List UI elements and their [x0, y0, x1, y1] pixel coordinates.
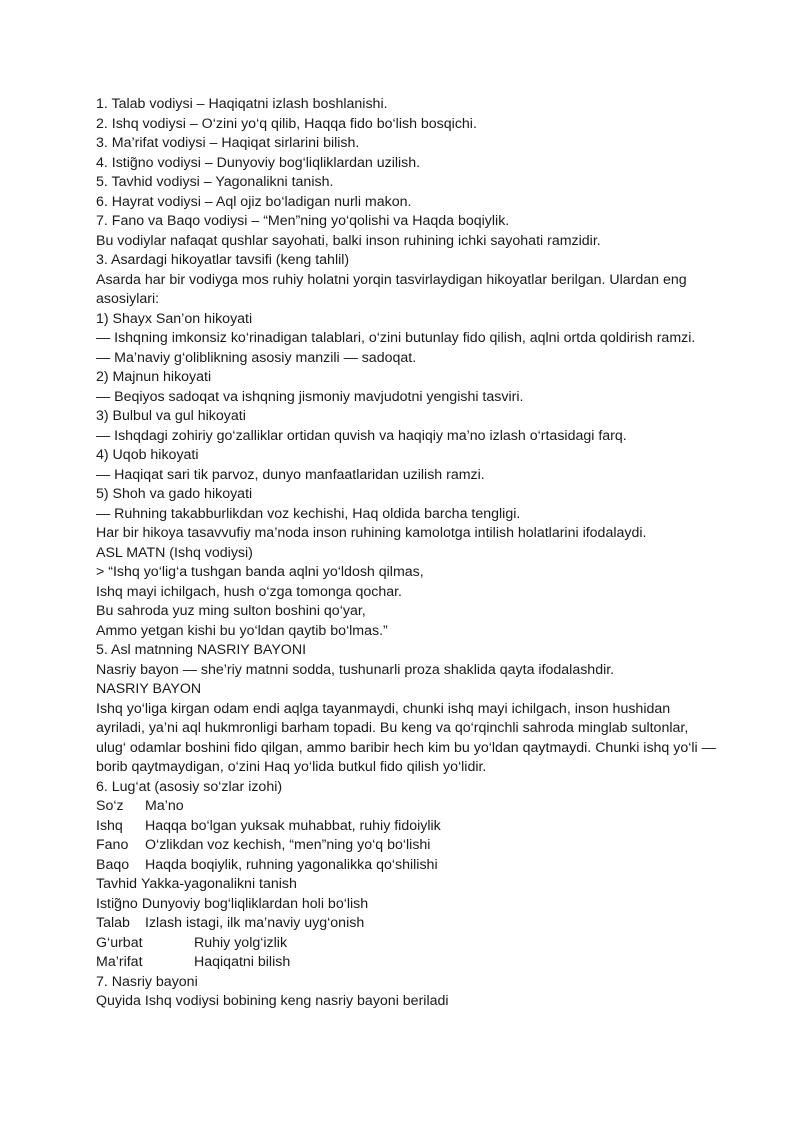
paragraph: Ishq yo‘liga kirgan odam endi aqlga tayanmaydi, chunki ishq mayi ichilgach, inson hushidan ayriladi, ya’ni aql hukmronligi barham topadi. Bu keng va qo‘rqinchli sahroda minglab sultonlar, ulug‘ odamlar boshini fido qilgan, ammo baribir hech kim bu yo‘ldan qaytmaydi. Chunki ishq yo‘li — borib qaytmaydigan, o‘zini Haq yo‘lida butkul fido qilish yo‘lidir. — [96, 700, 716, 775]
paragraph: Asarda har bir vodiyga mos ruhiy holatni yorqin tasvirlaydigan hikoyatlar berilgan. Ulardan eng asosiylari: — [96, 271, 687, 307]
table-row — [96, 895, 716, 915]
glossary-meaning: Izlash istagi, ilk ma’naviy uyg‘onish — [145, 915, 365, 931]
valleys-list — [96, 95, 716, 232]
list-item: 5. Tavhid vodiysi – Yagonalikni tanish. — [96, 174, 334, 190]
verse-line: Bu sahroda yuz ming sulton boshini qo‘yar, — [96, 603, 366, 619]
glossary-meaning: Haqda boqiylik, ruhning yagonalikka qo‘shilishi — [145, 856, 438, 873]
table-row — [96, 875, 716, 895]
subheading: NASRIY BAYON — [96, 681, 202, 697]
story-line: — Ruhning takabburlikdan voz kechishi, Haq oldida barcha tengligi. — [96, 505, 521, 522]
list-item: 7. Fano va Baqo vodiysi – “Men”ning yo‘qolishi va Haqda boqiylik. — [96, 213, 510, 229]
glossary-word: Baqo — [96, 856, 130, 873]
story-line: — Beqiyos sadoqat va ishqning jismoniy mavjudotni yengishi tasviri. — [96, 388, 524, 405]
glossary-word: Istig̃no — [96, 895, 138, 912]
section-heading: ASL MATN (Ishq vodiysi) — [96, 544, 253, 561]
story — [96, 310, 716, 369]
story-line: — Ishqdagi zohiriy go‘zalliklar ortidan quvish va haqiqiy ma’no izlash o‘rtasidagi farq. — [96, 427, 627, 444]
paragraph: Quyida Ishq vodiysi bobining keng nasriy bayoni beriladi — [96, 993, 449, 1009]
list-item: 2. Ishq vodiysi – O‘zini yo‘q qilib, Haqqa fido bo‘lish bosqichi. — [96, 115, 477, 132]
story-title: 3) Bulbul va gul hikoyati — [96, 408, 246, 424]
valleys-note: Bu vodiylar nafaqat qushlar sayohati, balki inson ruhining ichki sayohati ramzidir. — [96, 232, 601, 249]
story — [96, 446, 716, 485]
glossary-meaning: Haqiqatni bilish — [194, 954, 291, 970]
verse-line: Ammo yetgan kishi bu yo‘ldan qaytib bo‘lmas.” — [96, 622, 388, 639]
story-title: 1) Shayx San’on hikoyati — [96, 310, 253, 327]
story-line: — Haqiqat sari tik parvoz, dunyo manfaatlaridan uzilish ramzi. — [96, 466, 485, 483]
list-item: 6. Hayrat vodiysi – Aql ojiz bo‘ladigan nurli makon. — [96, 193, 412, 210]
glossary-word: Talab — [96, 915, 130, 931]
verse-line: > “Ishq yo‘lig‘a tushgan banda aqlni yo‘ldosh qilmas, — [96, 564, 424, 580]
table-row — [96, 914, 716, 934]
section-heading: 7. Nasriy bayoni — [96, 973, 198, 990]
section-heading: 6. Lug‘at (asosiy so‘zlar izohi) — [96, 778, 283, 795]
story-title: 2) Majnun hikoyati — [96, 369, 212, 385]
verse-line: Ishq mayi ichilgach, hush o‘zga tomonga qochar. — [96, 583, 403, 600]
glossary-word: Tavhid — [96, 876, 138, 892]
glossary-meaning: Haqqa bo‘lgan yuksak muhabbat, ruhiy fidoiylik — [145, 817, 441, 834]
story — [96, 485, 716, 524]
table-row — [96, 856, 716, 876]
glossary-meaning: Ruhiy yolg‘izlik — [194, 934, 288, 951]
list-item: 4. Istig̃no vodiysi – Dunyoviy bog‘liqliklardan uzilish. — [96, 154, 421, 171]
glossary-word: G‘urbat — [96, 934, 143, 951]
story-line: — Ma’naviy g‘oliblikning asosiy manzili — sadoqat. — [96, 349, 417, 366]
verse-block — [96, 563, 716, 641]
table-row — [96, 953, 716, 973]
story — [96, 407, 716, 446]
document-page — [96, 95, 716, 1012]
table-row — [96, 817, 716, 837]
glossary-word: Ishq — [96, 817, 123, 834]
glossary-word: Ma’rifat — [96, 954, 143, 970]
story — [96, 368, 716, 407]
table-header — [96, 797, 716, 817]
glossary-meaning: Dunyoviy bog‘liqliklardan holi bo‘lish — [141, 895, 369, 912]
glossary-meaning: O‘zlikdan voz kechish, “men”ning yo‘q bo‘lishi — [145, 837, 431, 853]
summary: Har bir hikoya tasavvufiy ma’noda inson ruhining kamolotga intilish holatlarini ifodalaydi. — [96, 525, 647, 541]
story-title: 5) Shoh va gado hikoyati — [96, 486, 253, 502]
glossary-table — [96, 797, 716, 973]
glossary-word: Fano — [96, 837, 129, 853]
list-item: 1. Talab vodiysi – Haqiqatni izlash boshlanishi. — [96, 96, 388, 112]
list-item: 3. Ma’rifat vodiysi – Haqiqat sirlarini bilish. — [96, 135, 360, 151]
story-line: — Ishqning imkonsiz ko‘rinadigan talablari, o‘zini butunlay fido qilish, aqlni ortda qoldirish ramzi. — [96, 330, 696, 346]
table-row — [96, 836, 716, 856]
column-header-meaning: Ma’no — [145, 798, 184, 814]
column-header-word: So‘z — [96, 798, 124, 814]
section-heading: 5. Asl matnning NASRIY BAYONI — [96, 642, 307, 658]
definition: Nasriy bayon — she’riy matnni sodda, tushunarli proza shaklida qayta ifodalashdir. — [96, 661, 615, 678]
story-title: 4) Uqob hikoyati — [96, 447, 199, 463]
table-row — [96, 934, 716, 954]
glossary-meaning: Yakka-yagonalikni tanish — [141, 876, 297, 892]
section-heading: 3. Asardagi hikoyatlar tavsifi (keng tahlil) — [96, 252, 350, 268]
